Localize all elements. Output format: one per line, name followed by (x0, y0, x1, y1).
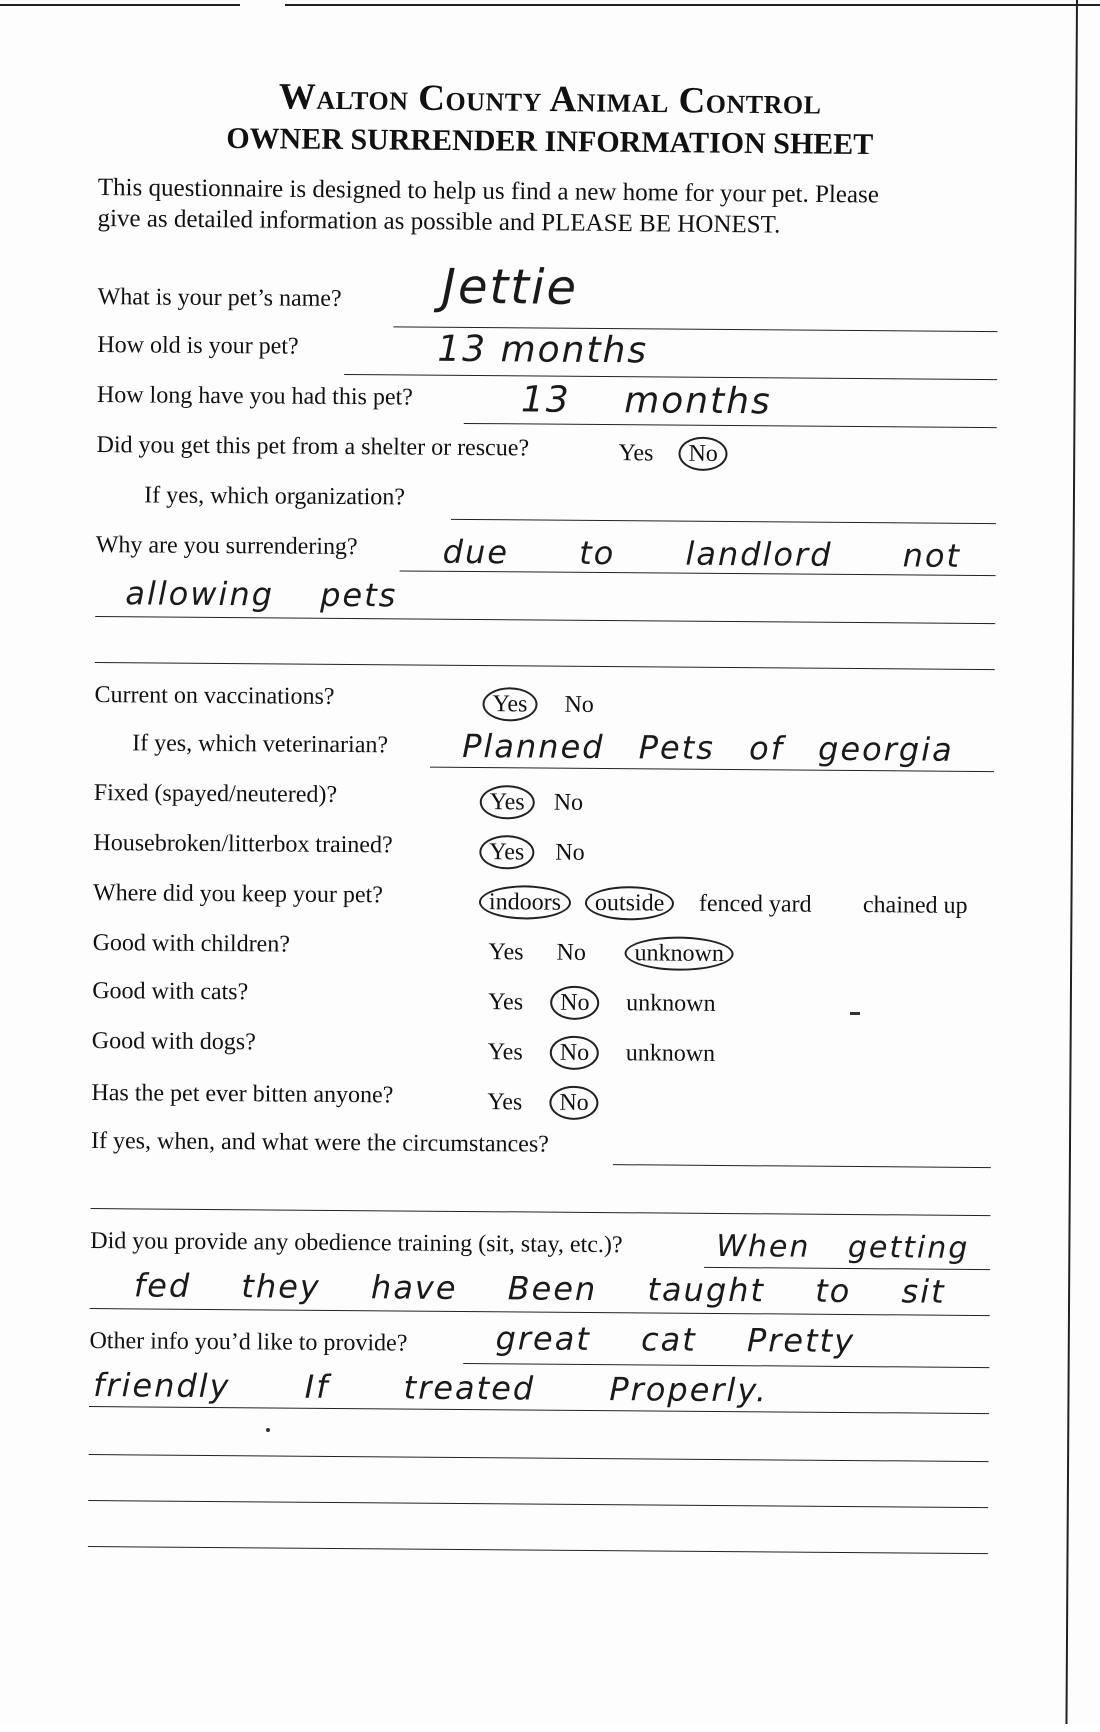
housebroken-yes[interactable] (489, 837, 524, 867)
kept-label: Where did you keep your pet? (92, 880, 384, 909)
children-unknown[interactable] (634, 938, 724, 969)
vaccinations-label: Current on vaccinations? (94, 682, 335, 710)
pet-age-label: How old is your pet? (97, 332, 299, 360)
dogs-no-circle: No (550, 1036, 600, 1070)
housebroken-yes-circle: Yes (479, 835, 534, 869)
dogs-no[interactable] (560, 1038, 590, 1068)
dogs-yes[interactable]: Yes (487, 1039, 523, 1066)
cats-no-circle: No (550, 986, 600, 1020)
other-info-line-3[interactable] (89, 1454, 989, 1462)
bite-circumstances-line-2[interactable] (91, 1208, 991, 1216)
organization-line[interactable] (451, 519, 996, 524)
veterinarian-value[interactable]: Planned Pets of georgia (462, 726, 954, 769)
cats-unknown[interactable]: unknown (626, 990, 716, 1017)
housebroken-label: Housebroken/litterbox trained? (93, 830, 393, 859)
bitten-no[interactable] (559, 1088, 589, 1118)
housebroken-no[interactable]: No (555, 839, 585, 866)
cats-yes[interactable]: Yes (488, 989, 524, 1016)
fixed-no[interactable]: No (553, 789, 584, 816)
children-unknown-circle: unknown (624, 936, 734, 971)
training-value-2[interactable]: fed they have Been taught to sit (133, 1266, 946, 1311)
other-info-value-2[interactable]: friendly If treated Properly. (93, 1366, 769, 1410)
training-value-1[interactable]: When getting (716, 1228, 970, 1266)
bitten-no-circle: No (549, 1086, 599, 1120)
fixed-yes-circle: Yes (480, 785, 535, 819)
pet-age-line (344, 374, 997, 380)
stray-mark (850, 1012, 860, 1015)
intro-line-2: give as detailed information as possible and PLEASE BE HONEST. (97, 204, 781, 239)
cats-label: Good with cats? (92, 978, 249, 1006)
kept-outside-circle: outside (585, 886, 675, 921)
cats-no[interactable] (560, 988, 590, 1018)
kept-indoors-circle: indoors (479, 885, 571, 920)
surrender-reason-value-2[interactable]: allowing pets (125, 574, 398, 615)
bite-circumstances-label: If yes, when, and what were the circumstances? (90, 1128, 549, 1158)
bite-circumstances-line-1[interactable] (613, 1164, 991, 1168)
organization-label: If yes, which organization? (144, 482, 406, 511)
kept-chained-up[interactable]: chained up (862, 892, 968, 919)
time-owned-line (464, 423, 997, 428)
other-info-line-4[interactable] (88, 1500, 988, 1508)
kept-indoors[interactable] (489, 887, 561, 918)
bitten-label: Has the pet ever bitten anyone? (91, 1080, 394, 1109)
training-line-1 (704, 1267, 990, 1270)
fixed-yes[interactable] (490, 787, 525, 817)
vaccinations-yes[interactable] (492, 689, 527, 719)
kept-fenced-yard[interactable]: fenced yard (698, 890, 812, 918)
surrender-reason-line-3[interactable] (95, 662, 995, 670)
kept-outside[interactable] (595, 888, 665, 919)
vaccinations-no[interactable]: No (564, 691, 594, 718)
other-info-label: Other info you’d like to provide? (89, 1328, 408, 1357)
intro-line-1: This questionnaire is designed to help us find a new home for your pet. Please (97, 173, 880, 209)
from-shelter-no[interactable] (688, 439, 718, 469)
from-shelter-yes[interactable]: Yes (618, 440, 654, 467)
time-owned-label: How long have you had this pet? (96, 382, 413, 411)
time-owned-value[interactable]: 13 months (520, 379, 772, 423)
bitten-yes[interactable]: Yes (487, 1089, 523, 1116)
pet-age-value[interactable]: 13 months (437, 328, 649, 372)
from-shelter-label: Did you get this pet from a shelter or rescue? (96, 432, 530, 462)
other-info-line-1 (463, 1363, 989, 1368)
training-label: Did you provide any obedience training (sit, stay, etc.)? (90, 1228, 623, 1259)
surrender-reason-label: Why are you surrendering? (95, 532, 358, 561)
other-info-value-1[interactable]: great cat Pretty (495, 1319, 856, 1361)
from-shelter-no-circle: No (678, 437, 728, 471)
form-subtitle: OWNER SURRENDER INFORMATION SHEET (226, 121, 874, 162)
fixed-label: Fixed (spayed/neutered)? (93, 780, 338, 808)
surrender-reason-value-1[interactable]: due to landlord not (442, 532, 962, 575)
dogs-label: Good with dogs? (91, 1028, 256, 1056)
other-info-line-5[interactable] (88, 1546, 988, 1554)
form-title: Walton County Animal Control (278, 76, 822, 123)
children-yes[interactable]: Yes (488, 939, 524, 966)
vaccinations-yes-circle: Yes (482, 687, 537, 721)
children-no[interactable]: No (556, 939, 587, 966)
children-label: Good with children? (92, 930, 291, 958)
pet-name-label: What is your pet’s name? (97, 284, 342, 312)
dogs-unknown[interactable]: unknown (625, 1040, 716, 1067)
pet-name-value[interactable]: Jettie (441, 258, 579, 316)
surrender-reason-line-2 (95, 616, 995, 624)
stray-dot (266, 1428, 270, 1432)
veterinarian-label: If yes, which veterinarian? (132, 730, 389, 759)
